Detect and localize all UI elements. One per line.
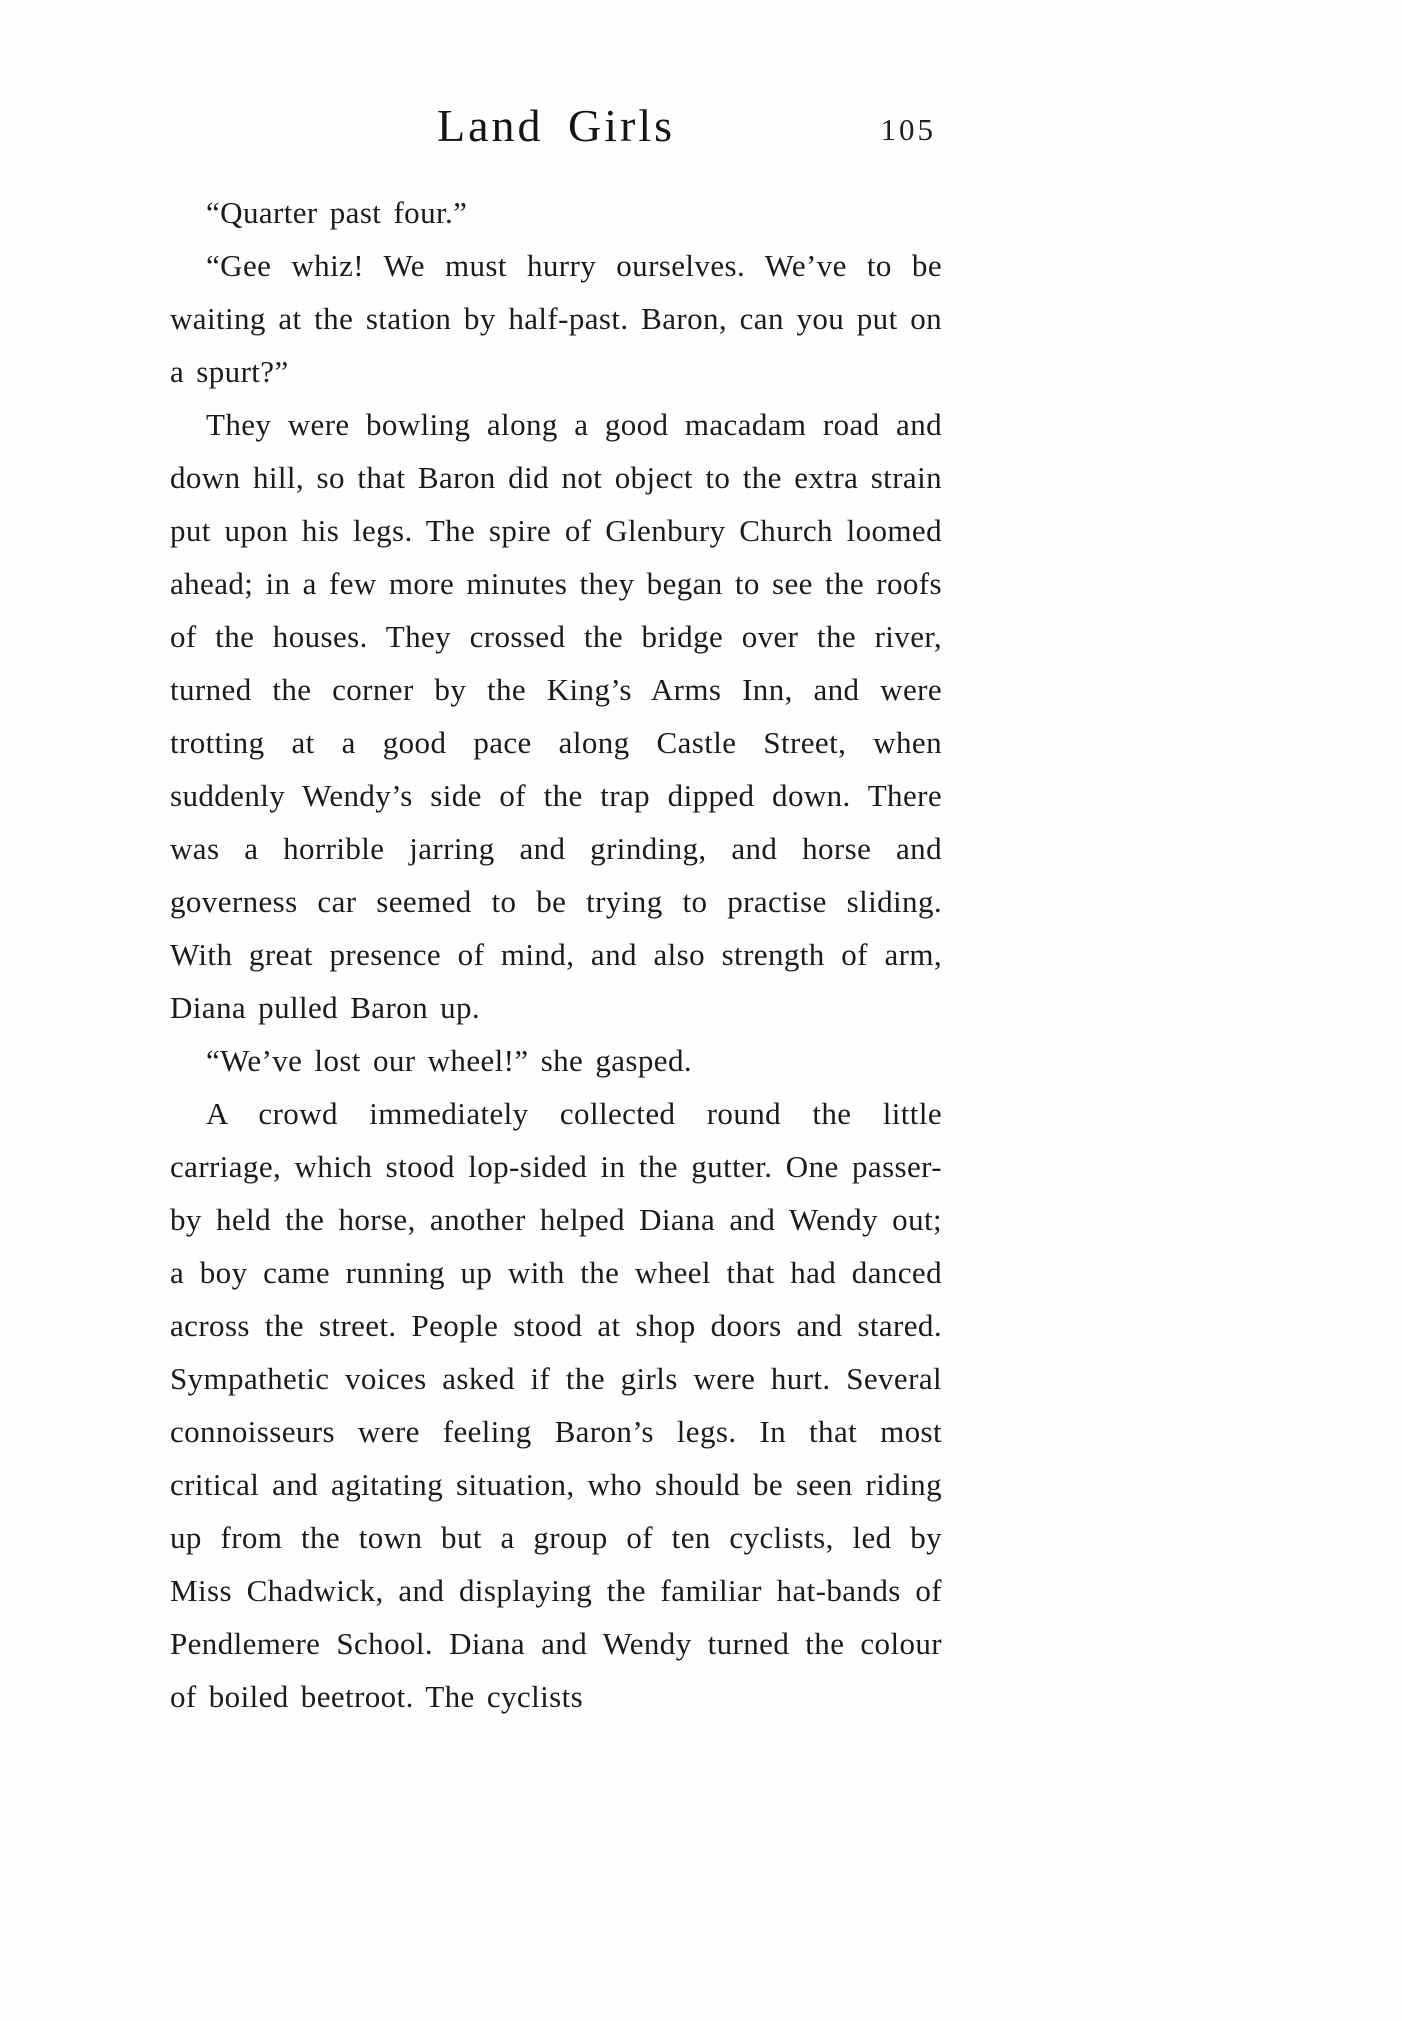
page-title: Land Girls	[436, 100, 675, 151]
page-body	[170, 186, 942, 1723]
paragraph: “Quarter past four.”	[206, 195, 468, 230]
page-number: 105	[880, 112, 936, 147]
page-header	[170, 98, 942, 160]
paragraph: They were bowling along a good macadam road and down hill, so that Baron did not object to the extra strain put upon his legs. The spire of Glenbury Church loomed ahead; in a few more minutes they began to see the roofs of the houses. They crossed the bridge over the river, turned the corner by the King’s Arms Inn, and were trotting at a good pace along Castle Street, when suddenly Wendy’s side of the trap dipped down. There was a horrible jarring and grinding, and horse and governess car seemed to be trying to practise sliding. With great presence of mind, and also strength of arm, Diana pulled Baron up.	[170, 407, 942, 1025]
paragraph: “Gee whiz! We must hurry ourselves. We’ve to be waiting at the station by half-past. Baron, can you put on a spurt?”	[170, 248, 942, 389]
paragraph: A crowd immediately collected round the little carriage, which stood lop-sided in the gutter. One passer-by held the horse, another helped Diana and Wendy out; a boy came running up with the wheel that had danced across the street. People stood at shop doors and stared. Sympathetic voices asked if the girls were hurt. Several connoisseurs were feeling Baron’s legs. In that most critical and agitating situation, who should be seen riding up from the town but a group of ten cyclists, led by Miss Chadwick, and displaying the familiar hat-bands of Pendlemere School. Diana and Wendy turned the colour of boiled beetroot. The cyclists	[170, 1096, 942, 1714]
paragraph: “We’ve lost our wheel!” she gasped.	[206, 1043, 692, 1078]
text-column	[170, 0, 942, 1723]
